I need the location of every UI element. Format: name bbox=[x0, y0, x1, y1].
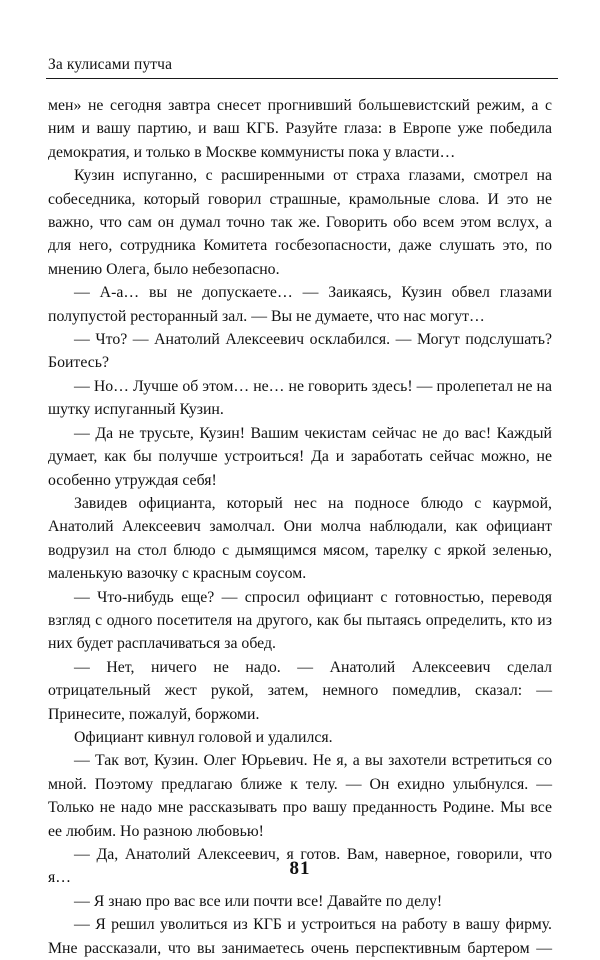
paragraph: — Что? — Анатолий Алексеевич осклабился. — Могут подслушать? Боитесь? bbox=[48, 331, 552, 372]
paragraph: — Да не трусьте, Кузин! Вашим чекистам сейчас не до вас! Каждый думает, как бы получше устроиться! Да и заработать сейчас можно, не особенно утруждая себя! bbox=[48, 424, 552, 489]
paragraph: Официант кивнул головой и удалился. bbox=[74, 728, 333, 746]
text-body bbox=[48, 94, 552, 960]
paragraph: — Нет, ничего не надо. — Анатолий Алексеевич сделал отрицательный жест рукой, затем, немного помедлив, сказал: — Принесите, пожалуй, боржоми. bbox=[48, 658, 552, 723]
paragraph: Завидев официанта, который нес на подносе блюдо с каурмой, Анатолий Алексеевич замолчал. Они молча наблюдали, как официант водрузил на стол блюдо с дымящимся мясом, тарелку с яркой зеленью, маленькую вазочку с красным соусом. bbox=[48, 494, 552, 583]
paragraph: — Так вот, Кузин. Олег Юрьевич. Не я, а вы захотели встретиться со мной. Поэтому предлагаю ближе к телу. — Он ехидно улыбнулся. — Только не надо мне рассказывать про вашу преданность Родине. Мы все ее любим. Но разною любовью! bbox=[48, 752, 552, 840]
paragraph: — Я решил уволиться из КГБ и устроиться на работу в вашу фирму. Мне рассказали, что вы занимаетесь очень перспективным бартером — bbox=[48, 916, 552, 957]
paragraph: — Да, Анатолий Алексеевич, я готов. Вам, наверное, говорили, что я… bbox=[48, 846, 552, 887]
header-rule bbox=[46, 78, 558, 79]
paragraph: — Но… Лучше об этом… не… не говорить здесь! — пролепетал не на шутку испуганный Кузин. bbox=[48, 377, 552, 419]
running-head: За кулисами путча bbox=[48, 56, 173, 73]
paragraph: мен» не сегодня завтра снесет прогнивший большевистский режим, а с ним и вашу партию, и ваш КГБ. Разуйте глаза: в Европе уже победила демократия, и только в Москве коммунисты пока у власти… bbox=[48, 97, 552, 161]
page-number: 81 bbox=[289, 858, 311, 879]
paragraph: — Что-нибудь еще? — спросил официант с готовностью, переводя взгляд с одного посетителя на другого, как бы пытаясь определить, кто из них будет расплачиваться за обед. bbox=[48, 588, 552, 653]
paragraph: Кузин испуганно, с расширенными от страха глазами, смотрел на собеседника, который говорил страшные, крамольные слова. И это не важно, что сам он думал точно так же. Говорить обо всем этом вслух, а для него, сотрудника Комитета госбезопасности, даже слушать это, по мнению Олега, было небезопасно. bbox=[48, 167, 552, 278]
paragraph: — А-а… вы не допускаете… — Заикаясь, Кузин обвел глазами полупустой ресторанный зал. — Вы не думаете, что нас могут… bbox=[48, 284, 552, 325]
paragraph: — Я знаю про вас все или почти все! Давайте по делу! bbox=[74, 892, 443, 910]
